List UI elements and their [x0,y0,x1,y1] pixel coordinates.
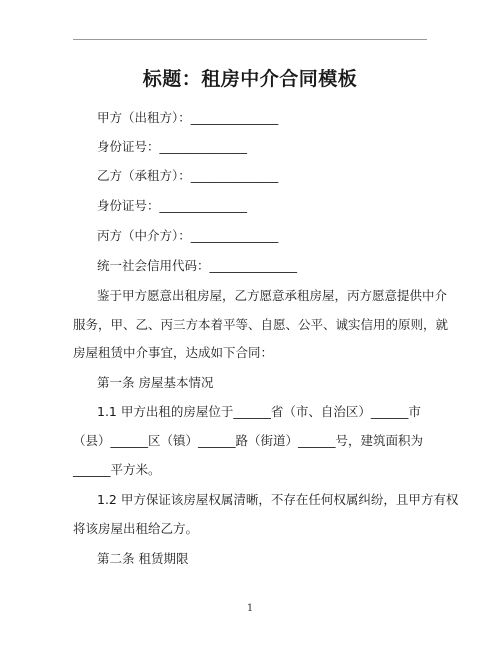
party-c-line: 丙方（中介方）：______________ [97,228,279,243]
party-a-id-line: 身份证号：______________ [97,139,248,154]
page-number: 1 [246,603,254,614]
clause-1-1-line-2: （县）______区（镇）______路（街道）______号，建筑面积为 [73,433,424,448]
credit-code-line: 统一社会信用代码：______________ [97,258,298,273]
clause-1-2-line-1: 1.2 甲方保证该房屋权属清晰，不存在任何权属纠纷，且甲方有权 [97,492,459,507]
party-b-id-line: 身份证号：______________ [97,198,248,213]
clause-1-1-line-1: 1.1 甲方出租的房屋位于______省（市、自治区）______市 [97,404,421,419]
clause-1-1-line-3: ______平方米。 [73,462,161,477]
party-a-line: 甲方（出租方）：______________ [97,110,279,125]
party-b-line: 乙方（承租方）：______________ [97,168,279,183]
article-2-heading: 第二条 租赁期限 [97,551,189,566]
preamble-line-2: 服务，甲、乙、丙三方本着平等、自愿、公平、诚实信用的原则，就 [73,317,449,332]
document-title: 标题：租房中介合同模板 [142,68,358,90]
article-1-heading: 第一条 房屋基本情况 [97,375,214,390]
preamble-line-1: 鉴于甲方愿意出租房屋，乙方愿意承租房屋，丙方愿意提供中介 [97,288,448,303]
header-rule [73,39,427,40]
clause-1-2-line-2: 将该房屋出租给乙方。 [73,521,199,536]
preamble-line-3: 房屋租赁中介事宜，达成如下合同： [73,345,274,360]
